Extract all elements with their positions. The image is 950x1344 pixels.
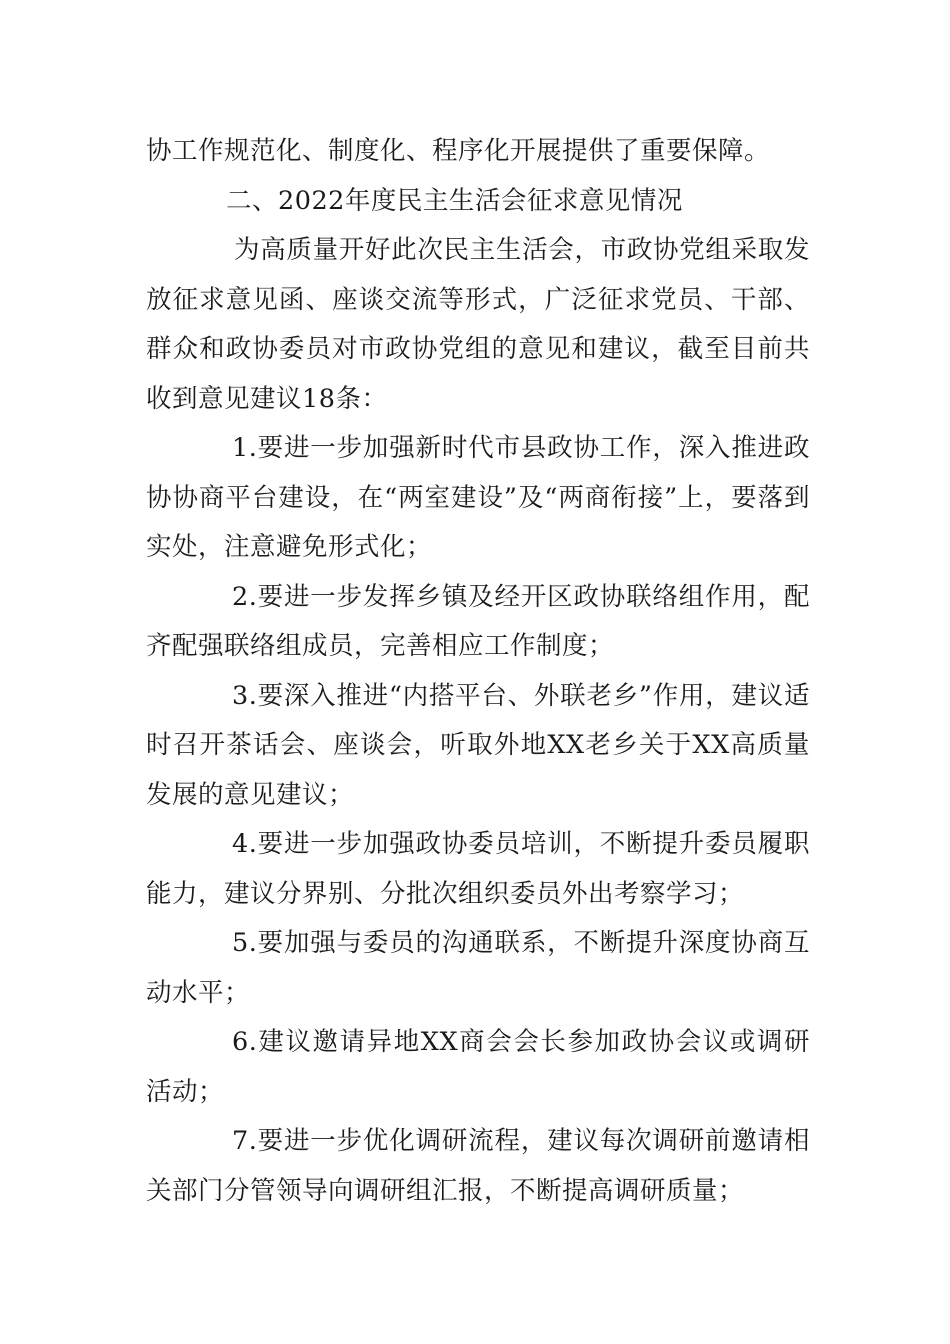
list-item-5: 5.要加强与委员的沟通联系，不断提升深度协商互动水平；: [146, 928, 810, 1008]
list-item-6: 6.建议邀请异地XX商会会长参加政协会议或调研活动；: [146, 1027, 810, 1107]
section-heading: 二、2022年度民主生活会征求意见情况: [226, 185, 683, 216]
document-body: [146, 127, 810, 1216]
list-item-3: 3.要深入推进“内搭平台、外联老乡”作用，建议适时召开茶话会、座谈会，听取外地XX老乡关于XX高质量发展的意见建议；: [146, 680, 810, 810]
list-item-7: 7.要进一步优化调研流程，建议每次调研前邀请相关部门分管领导向调研组汇报，不断提高调研质量；: [146, 1126, 810, 1206]
continuation-paragraph: 协工作规范化、制度化、程序化开展提供了重要保障。: [146, 136, 771, 166]
list-item-1: 1.要进一步加强新时代市县政协工作，深入推进政协协商平台建设，在“两室建设”及“两商衔接”上，要落到实处，注意避免形式化；: [146, 433, 810, 562]
intro-paragraph: 为高质量开好此次民主生活会，市政协党组采取发放征求意见函、座谈交流等形式，广泛征求党员、干部、群众和政协委员对市政协党组的意见和建议，截至目前共收到意见建议18条：: [146, 235, 810, 414]
list-item-4: 4.要进一步加强政协委员培训，不断提升委员履职能力，建议分界别、分批次组织委员外出考察学习；: [146, 829, 810, 909]
list-item-2: 2.要进一步发挥乡镇及经开区政协联络组作用，配齐配强联络组成员，完善相应工作制度；: [146, 581, 810, 661]
